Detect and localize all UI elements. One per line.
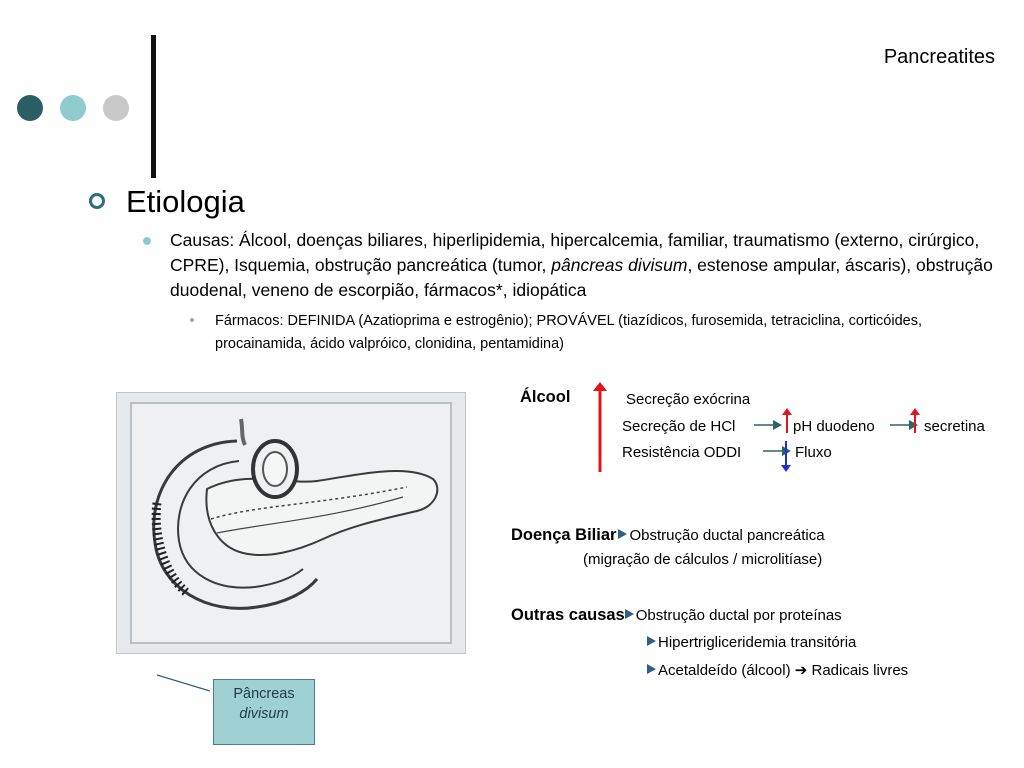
triangle-bullet-icon [647,636,656,646]
arrow-right-icon [753,418,783,432]
biliary-row [511,526,825,545]
triangle-bullet-icon [618,529,627,539]
flow-down-arrow-icon [780,440,792,474]
slide-title: Pancreatites [883,46,995,68]
decor-vertical-line [151,35,156,178]
alcohol-label: Álcool [520,388,571,406]
other-row-1 [511,606,842,625]
alcohol-item-hcl: Secreção de HCl [622,418,736,435]
drugs-paragraph: Fármacos: DEFINIDA (Azatioprima e estrogênio); PROVÁVEL (tiazídicos, furosemida, tetraciclina, corticóides, procainamida, ácido valpróico, clonidina, pentamidina) [215,313,922,352]
triangle-bullet-icon [625,609,634,619]
biliary-line2: (migração de cálculos / microlitíase) [583,551,823,568]
alcohol-item-flow: Fluxo [795,444,832,461]
alcohol-item-secretin: secretina [924,418,985,435]
ph-up-arrow-icon [781,408,793,434]
triangle-bullet-icon [647,664,656,674]
bullet-level1-icon [89,193,105,209]
other-row-3 [647,661,908,680]
causes-text-italic: pâncreas divisum [551,255,688,275]
biliary-label: Doença Biliar [511,526,617,544]
decor-dot-gray [103,95,129,121]
bullet-level3-icon [190,318,194,322]
section-heading: Etiologia [126,184,245,219]
caption-line2: divisum [239,706,289,722]
causes-text-2: , estenose ampular, áscaris), obstrução duodenal, veneno de escorpião, fármacos*, idiopática [170,255,993,300]
alcohol-item-exocrine: Secreção exócrina [626,391,751,408]
caption-line1: Pâncreas [233,686,295,702]
causes-paragraph [170,228,1005,303]
caption-pointer-line [150,670,220,696]
other-item-2: Hipertrigliceridemia transitória [658,634,857,651]
arrow-right-icon: ➔ [790,662,812,679]
other-item-3-prefix: Acetaldeído (álcool) [658,662,791,679]
other-label: Outras causas [511,606,625,624]
pancreas-divisum-illustration [116,392,466,654]
biliary-line1: Obstrução ductal pancreática [629,527,825,544]
other-item-3-suffix: Radicais livres [811,662,909,679]
alcohol-item-ph: pH duodeno [793,418,875,435]
decor-dot-teal [60,95,86,121]
alcohol-up-arrow-icon [590,382,610,474]
other-row-2 [647,634,856,652]
secretin-up-arrow-icon [909,408,921,434]
other-item-1: Obstrução ductal por proteínas [635,607,842,624]
alcohol-item-oddi: Resistência ODDI [622,444,742,461]
decor-dot-dark [17,95,43,121]
bullet-level2-icon [143,237,151,245]
pancreas-divisum-caption [213,679,315,745]
causes-text-1: Causas: Álcool, doenças biliares, hiperlipidemia, hipercalcemia, familiar, traumatismo (externo, cirúrgico, CPRE), Isquemia, obstrução pancreática (tumor, [170,230,980,275]
